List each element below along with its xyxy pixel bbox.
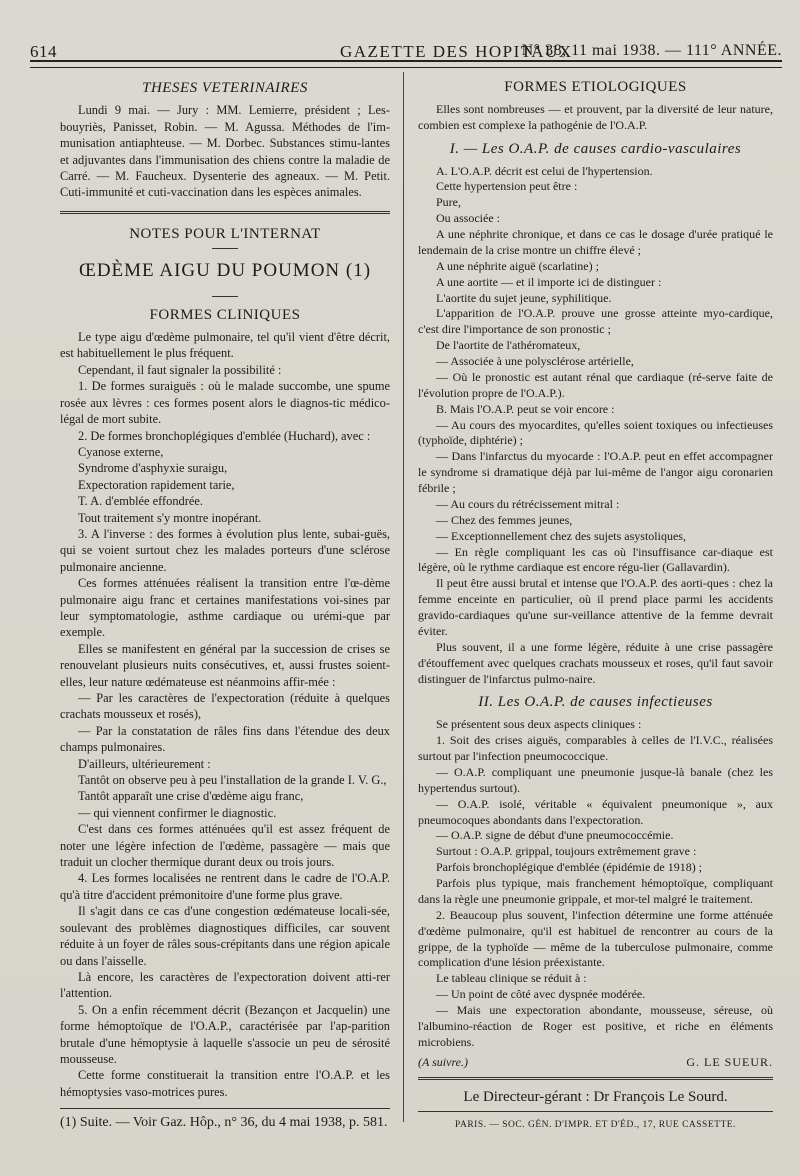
right-column <box>418 76 773 1134</box>
paragraph: — Associée à une polysclérose artérielle, <box>436 354 634 368</box>
paragraph: 2. De formes bronchoplégiques d'emblée (Huchard), avec : <box>78 428 371 443</box>
paragraph: Tout traitement s'y montre inopérant. <box>78 510 262 525</box>
paragraph: — O.A.P. isolé, véritable « équivalent pneumonique », aux pneumocoques abondants dans l'expectoration. <box>418 796 773 827</box>
notes-title: NOTES POUR L'INTERNAT <box>129 225 321 242</box>
signature-line <box>418 1055 773 1071</box>
footnote: (1) Suite. — Voir Gaz. Hôp., n° 36, du 4 mai 1938, p. 581. <box>60 1108 390 1131</box>
paragraph: Parfois plus typique, mais franchement hémoptoïque, compliquant dans la règle une pneumonie grippale, et mor-tel malgré le traitement. <box>418 876 773 906</box>
paragraph: Elles se manifestent en général par la succession de crises se renouvelant plusieurs nuits consécutives, et, aussi frustes soient-elles, leur nature œdémateuse est néanmoins affir-mée : <box>60 641 390 689</box>
header-rule <box>30 60 782 68</box>
paragraph: — Chez des femmes jeunes, <box>436 512 573 527</box>
short-rule <box>212 248 238 249</box>
paragraph: — qui viennent confirmer le diagnostic. <box>78 805 277 820</box>
director-line: Le Directeur-gérant : Dr François Le Sourd. <box>463 1088 728 1105</box>
paragraph: Surtout : O.A.P. grippal, toujours extrêmement grave : <box>436 844 697 859</box>
paragraph: Pure, <box>436 195 461 210</box>
paragraph: A une néphrite aiguë (scarlatine) ; <box>436 258 599 273</box>
paragraph: Plus souvent, il a une forme légère, réduite à une crise passagère d'étouffement avec quelques crachats mousseux et roses, qu'il faut savoir distinguer de l'infarctus pulmo-naire. <box>418 639 773 686</box>
paragraph: — O.A.P. compliquant une pneumonie jusque-là banale (chez les hypertendus surtout). <box>418 764 773 795</box>
formes-cliniques-title: FORMES CLINIQUES <box>149 306 301 323</box>
subsection-cardio: I. — Les O.A.P. de causes cardio-vasculaires <box>449 140 742 157</box>
short-rule <box>212 296 238 297</box>
to-be-continued: (A suivre.) <box>418 1054 468 1069</box>
paragraph: — O.A.P. signe de début d'une pneumococcémie. <box>436 828 674 843</box>
section-rule <box>60 211 390 214</box>
right-paragraphs-2 <box>418 717 773 1050</box>
left-column <box>60 76 390 1132</box>
paragraph: — Exceptionnellement chez des sujets asystoliques, <box>436 528 686 543</box>
page-header <box>30 38 782 62</box>
page-number: 614 <box>30 42 57 61</box>
paragraph: Il peut être aussi brutal et intense que l'O.A.P. des aorti-ques : chez la femme enceinte en particulier, où il prend place parmi les accidents gravido-cardiaques qu'une sur-veillance attentive de la femme devrait éviter. <box>418 576 773 638</box>
paragraph: De l'aortite de l'athéromateux, <box>436 338 581 353</box>
paragraph: B. Mais l'O.A.P. peut se voir encore : <box>436 401 615 416</box>
paragraph: — En règle compliquant les cas où l'insuffisance car-diaque est légère, où le rythme cardiaque est encore régu-lier (Gallavardin). <box>418 544 773 575</box>
paragraph: A une aortite — et il importe ici de distinguer : <box>436 274 662 289</box>
paragraph: — Au cours du rétrécissement mitral : <box>436 496 620 511</box>
paragraph: Cette forme constituerait la transition entre l'O.A.P. et les hémoptysies vaso-motrices pures. <box>60 1068 390 1099</box>
director-rule <box>418 1111 773 1112</box>
left-paragraphs <box>60 329 390 1100</box>
paragraph: Cette hypertension peut être : <box>436 179 578 194</box>
journal-title: GAZETTE DES HOPITAUX <box>340 42 573 61</box>
paragraph: 5. On a enfin récemment décrit (Bezançon et Jacquelin) une forme hémoptoïque de l'O.A.P., caractérisée par l'ap-parition brutale d'une hémoptysie à laquelle s'associe un peu de sérosité mousseuse. <box>60 1002 390 1066</box>
paragraph: 4. Les formes localisées ne rentrent dans le cadre de l'O.A.P. qu'à titre d'accident prémonitoire d'une forme plus grave. <box>60 871 390 902</box>
paragraph: Cependant, il faut signaler la possibilité : <box>78 362 282 377</box>
paragraph: — Par les caractères de l'expectoration (réduite à quelques crachats mousseux et rosés), <box>60 691 390 722</box>
paragraph: — Dans l'infarctus du myocarde : l'O.A.P. peut en effet accompagner le syndrome si dramatique déjà par lui-même de l'angor aigu coronarien fébrile ; <box>418 449 773 495</box>
paragraph: — Au cours des myocardites, qu'elles soient toxiques ou infectieuses (typhoïde, diphtérie) ; <box>418 417 773 448</box>
end-rule <box>418 1077 773 1080</box>
paragraph: L'aortite du sujet jeune, syphilitique. <box>436 290 612 305</box>
paragraph: Le type aigu d'œdème pulmonaire, tel qu'il vient d'être décrit, est habituellement le plus fréquent. <box>60 330 390 361</box>
author: G. LE SUEUR. <box>686 1054 773 1069</box>
paragraph: — Un point de côté avec dyspnée modérée. <box>436 987 646 1002</box>
paragraph: A. L'O.A.P. décrit est celui de l'hypertension. <box>436 163 653 178</box>
right-paragraphs-1 <box>418 164 773 688</box>
paragraph: Ces formes atténuées réalisent la transition entre l'œ-dème pulmonaire aigu franc et certaines manifestations voi-sines par leur symptomatologie, asthme cardiaque ou urémi-que par exemple. <box>60 576 390 640</box>
etiology-intro: Elles sont nombreuses — et prouvent, par la diversité de leur nature, combien est complexe la pathogénie de l'O.A.P. <box>418 101 773 132</box>
paragraph: — Mais une expectoration abondante, mousseuse, séreuse, où l'albumino-réaction de Roger est positive, et riche en éléments microbiens. <box>418 1003 773 1049</box>
theses-title: THESES VETERINAIRES <box>142 80 308 96</box>
paragraph: Expectoration rapidement tarie, <box>78 477 235 492</box>
paragraph: Parfois bronchoplégique d'emblée (épidémie de 1918) ; <box>436 860 703 875</box>
paragraph: Se présentent sous deux aspects cliniques : <box>436 717 642 732</box>
paragraph: Tantôt on observe peu à peu l'installation de la grande I. V. G., <box>78 773 387 788</box>
printer-line: PARIS. — SOC. GÉN. D'IMPR. ET D'ÉD., 17, RUE CASSETTE. <box>455 1120 736 1131</box>
formes-etiologiques-title: FORMES ETIOLOGIQUES <box>504 79 687 95</box>
paragraph: 2. Beaucoup plus souvent, l'infection détermine une forme atténuée d'œdème pulmonaire, qu'il est habituel de rencontrer au cours de la grippe, de la typhoïde — même de la tuberculose pulmonaire, comme complication d'une lésion préexistante. <box>418 907 773 970</box>
paragraph: A une néphrite chronique, et dans ce cas le dosage d'urée pratiqué le lendemain de la crise montre un chiffre élevé ; <box>418 227 773 257</box>
paragraph: T. A. d'emblée effondrée. <box>78 494 203 509</box>
theses-text: Lundi 9 mai. — Jury : MM. Lemierre, président ; Les-bouyriès, Panisset, Robin. — M. Agussa. Méthodes de l'im-munisation antiaphteuse. — M. Dorbec. Substances stimu-lantes et adjuvantes dans l'immunisation des chiens contre la maladie de Carré. — M. Faucheux. Dysenterie des agneaux. — M. Petit. Cuti-immunité et cuti-vaccination dans les espèces animales. <box>60 103 390 200</box>
paragraph: 1. Soit des crises aiguës, comparables à celles de l'I.V.C., réalisées surtout par l'infection pneumococcique. <box>418 733 773 763</box>
column-divider <box>403 72 404 1122</box>
paragraph: Cyanose externe, <box>78 444 164 459</box>
issue-info: N° 38, 11 mai 1938. — 111° ANNÉE. <box>521 42 782 59</box>
paragraph: Syndrome d'asphyxie suraigu, <box>78 461 228 476</box>
paragraph: Tantôt apparaît une crise d'œdème aigu franc, <box>78 789 304 804</box>
paragraph: — Où le pronostic est autant rénal que cardiaque (ré-serve faite de l'évolution propre de l'O.A.P.). <box>418 369 773 400</box>
paragraph: Ou associée : <box>436 211 500 226</box>
paragraph: L'apparition de l'O.A.P. prouve une grosse atteinte myo-cardique, c'est dire l'importance de son pronostic ; <box>418 306 773 337</box>
paragraph: — Par la constatation de râles fins dans l'étendue des deux champs pulmonaires. <box>60 723 390 755</box>
paragraph: Le tableau clinique se réduit à : <box>436 971 587 986</box>
subsection-infectious: II. Les O.A.P. de causes infectieuses <box>478 694 713 711</box>
paragraph: D'ailleurs, ultérieurement : <box>78 756 211 771</box>
paragraph: 1. De formes suraiguës : où le malade succombe, une spume rosée aux lèvres : ces formes posent alors le diagnos-tic médico-légal de mort subite. <box>60 379 390 427</box>
paragraph: Là encore, les caractères de l'expectoration doivent atti-rer l'attention. <box>60 969 390 1001</box>
paragraph: C'est dans ces formes atténuées qu'il est assez fréquent de noter une légère infection de l'œdème, passagère — mais que traduit un clocher thermique durant deux ou trois jours. <box>60 822 390 870</box>
article-title: ŒDÈME AIGU DU POUMON (1) <box>78 260 372 282</box>
paragraph: 3. A l'inverse : des formes à évolution plus lente, subai-guës, qui se voient surtout chez les malades porteurs d'une sclérose pulmonaire ancienne. <box>60 526 390 574</box>
paragraph: Il s'agit dans ce cas d'une congestion œdémateuse locali-sée, soulevant des problèmes diagnostiques difficiles, car souvent réduite à un foyer de râles sous-crépitants dans une région apicale ou dans l'aisselle. <box>60 904 390 968</box>
